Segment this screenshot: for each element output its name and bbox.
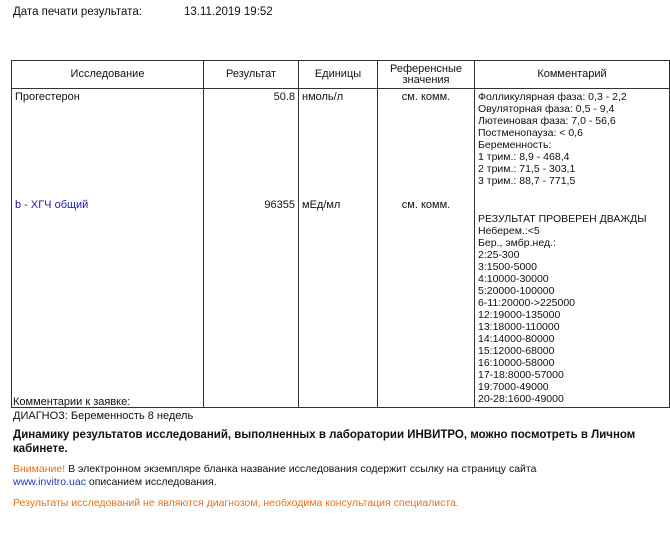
comment-line: РЕЗУЛЬТАТ ПРОВЕРЕН ДВАЖДЫ bbox=[478, 213, 647, 225]
comment-line: Лютеиновая фаза: 7,0 - 56,6 bbox=[478, 115, 616, 127]
comment-line: 2:25-300 bbox=[478, 249, 520, 261]
link-suffix: описанием исследования. bbox=[85, 476, 217, 488]
comment-line: 1 трим.: 8,9 - 468,4 bbox=[478, 151, 570, 163]
comment-line: 16:10000-58000 bbox=[478, 357, 555, 369]
site-link-line bbox=[13, 476, 217, 488]
header-reference-line1: Референсные bbox=[389, 62, 463, 75]
row-hcg-result: 96355 bbox=[264, 199, 295, 211]
comment-line: 6-11:20000->225000 bbox=[478, 297, 576, 309]
row-progesterone-name: Прогестерон bbox=[15, 91, 80, 103]
header-study: Исследование bbox=[12, 61, 204, 89]
table-row bbox=[12, 89, 670, 214]
print-date bbox=[13, 6, 273, 18]
row-hcg-units: мЕд/мл bbox=[302, 199, 341, 211]
table-header-row bbox=[12, 61, 670, 89]
comment-line: 3 трим.: 88,7 - 771,5 bbox=[478, 175, 576, 187]
header-result: Результат bbox=[204, 61, 299, 89]
comment-line: Неберем.:<5 bbox=[478, 225, 540, 237]
comment-line: 20-28:1600-49000 bbox=[478, 393, 564, 405]
comments-label: Комментарии к заявке: bbox=[13, 396, 131, 408]
comment-line: Овуляторная фаза: 0,5 - 9,4 bbox=[478, 103, 615, 115]
header-reference bbox=[378, 61, 475, 89]
comment-line: Постменопауза: < 0,6 bbox=[478, 127, 583, 139]
comment-line: Беременность: bbox=[478, 139, 552, 151]
dynamics-notice: Динамику результатов исследований, выполненных в лаборатории ИНВИТРО, можно посмотреть в Личном кабинете. bbox=[13, 429, 636, 455]
comment-line: 15:12000-68000 bbox=[478, 345, 555, 357]
comment-line: 12:19000-135000 bbox=[478, 309, 561, 321]
table-row bbox=[12, 213, 670, 408]
warning-text: В электронном экземпляре бланка название исследования содержит ссылку на страницу сайта bbox=[65, 463, 537, 475]
row-progesterone-result: 50.8 bbox=[273, 91, 295, 103]
header-comment: Комментарий bbox=[475, 61, 670, 89]
header-reference-line2: значения bbox=[402, 73, 450, 86]
row-progesterone-units: нмоль/л bbox=[302, 91, 344, 103]
comment-line: Бер., эмбр.нед.: bbox=[478, 237, 556, 249]
comment-line: 4:10000-30000 bbox=[478, 273, 549, 285]
comment-line: 14:14000-80000 bbox=[478, 333, 555, 345]
comment-line: 5:20000-100000 bbox=[478, 285, 555, 297]
comment-line: 3:1500-5000 bbox=[478, 261, 537, 273]
comment-line: Фолликулярная фаза: 0,3 - 2,2 bbox=[478, 91, 627, 103]
row-progesterone-reference: см. комм. bbox=[401, 91, 451, 103]
comment-line: 19:7000-49000 bbox=[478, 381, 549, 393]
diagnosis: ДИАГНОЗ: Беременность 8 недель bbox=[13, 410, 194, 422]
row-hcg-name[interactable]: b - ХГЧ общий bbox=[15, 199, 89, 211]
invitro-link[interactable]: www.invitro.uac bbox=[13, 476, 86, 488]
warning-label: Внимание! bbox=[13, 463, 66, 475]
comment-line: 2 трим.: 71,5 - 303,1 bbox=[478, 163, 576, 175]
print-date-value: 13.11.2019 19:52 bbox=[184, 6, 273, 18]
disclaimer: Результаты исследований не являются диагнозом, необходима консультация специалиста. bbox=[13, 497, 459, 509]
warning-notice bbox=[13, 463, 536, 475]
comment-line: 13:18000-110000 bbox=[478, 321, 560, 333]
print-date-label: Дата печати результата: bbox=[13, 6, 142, 18]
header-units: Единицы bbox=[299, 61, 378, 89]
results-table bbox=[11, 60, 670, 408]
row-hcg-reference: см. комм. bbox=[401, 199, 451, 211]
comment-line: 17-18:8000-57000 bbox=[478, 369, 564, 381]
